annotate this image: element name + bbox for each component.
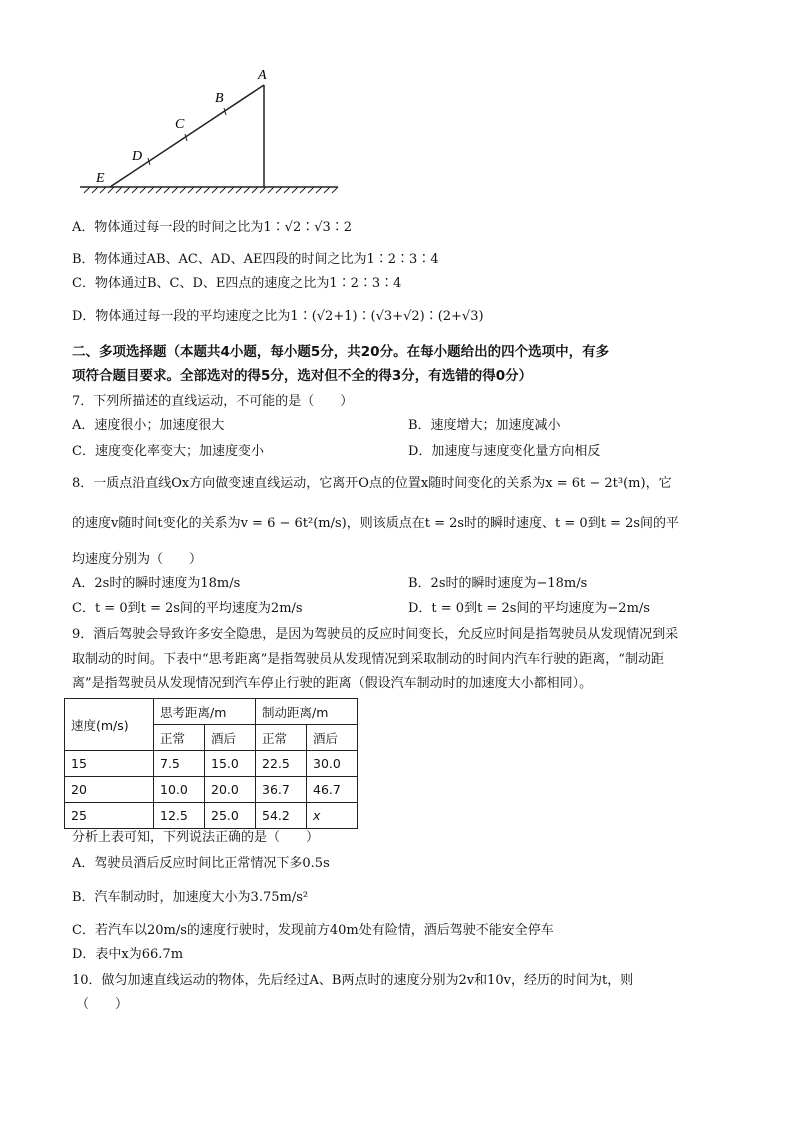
- table-cell: 22.5: [256, 751, 307, 777]
- incline-figure: [70, 62, 350, 202]
- table-sub-drunk: 酒后: [205, 725, 256, 751]
- table-sub-normal: 正常: [154, 725, 205, 751]
- label-a: A: [258, 68, 267, 83]
- q10-stem-line2: （ ）: [76, 997, 129, 1012]
- table-sub-normal: 正常: [256, 725, 307, 751]
- table-cell: 25: [65, 803, 154, 829]
- table-cell: 15: [65, 751, 154, 777]
- table-cell: 10.0: [154, 777, 205, 803]
- table-header-think: 思考距离/m: [154, 699, 256, 725]
- q7-stem: 7．下列所描述的直线运动，不可能的是（ ）: [72, 394, 354, 409]
- q10-stem-line1: 10．做匀加速直线运动的物体，先后经过A、B两点时的速度分别为2v和10v，经历的时间为t，则: [72, 973, 634, 988]
- table-row: [65, 803, 358, 829]
- table-cell: 36.7: [256, 777, 307, 803]
- label-c: C: [175, 117, 185, 132]
- q8-stem-line3: 均速度分别为（ ）: [72, 552, 203, 567]
- table-cell: 12.5: [154, 803, 205, 829]
- q8-option-a: A．2s时的瞬时速度为18m/s: [72, 576, 241, 591]
- table-row: [65, 751, 358, 777]
- ground-hatching: [84, 187, 338, 193]
- label-d: D: [132, 149, 143, 164]
- q6-option-b: B．物体通过AB、AC、AD、AE四段的时间之比为1∶2∶3∶4: [72, 252, 439, 267]
- incline-slope: [110, 85, 264, 187]
- q8-stem-line1: 8．一质点沿直线Ox方向做变速直线运动，它离开O点的位置x随时间变化的关系为x = 6t − 2t³(m)，它: [72, 476, 672, 491]
- table-cell: 20.0: [205, 777, 256, 803]
- table-sub-drunk: 酒后: [307, 725, 358, 751]
- q9-stem-line3: 离”是指驾驶员从发现情况到汽车停止行驶的距离（假设汽车制动时的加速度大小都相同）。: [72, 676, 593, 691]
- table-cell: 54.2: [256, 803, 307, 829]
- section2-heading-line2: 项符合题目要求。全部选对的得5分，选对但不全的得3分，有选错的得0分）: [72, 368, 533, 384]
- q7-option-d: D．加速度与速度变化量方向相反: [408, 444, 601, 459]
- section2-heading-line1: 二、多项选择题（本题共4小题，每小题5分，共20分。在每小题给出的四个选项中，有多: [72, 344, 610, 360]
- q7-option-c: C．速度变化率变大；加速度变小: [72, 444, 264, 459]
- label-b: B: [215, 91, 224, 106]
- q7-option-a: A．速度很小；加速度很大: [72, 418, 225, 433]
- q9-option-d: D．表中x为66.7m: [72, 947, 184, 962]
- table-cell: 7.5: [154, 751, 205, 777]
- label-e: E: [96, 171, 105, 186]
- table-row: [65, 777, 358, 803]
- q6-option-d: D．物体通过每一段的平均速度之比为1∶(√2+1)∶(√3+√2)∶(2+√3): [72, 309, 484, 324]
- q9-option-a: A．驾驶员酒后反应时间比正常情况下多0.5s: [72, 856, 330, 871]
- q6-option-a: A．物体通过每一段的时间之比为1∶√2∶√3∶2: [72, 220, 353, 235]
- q9-ask: 分析上表可知，下列说法正确的是（ ）: [72, 830, 320, 845]
- table-cell: 46.7: [307, 777, 358, 803]
- table-cell: 20: [65, 777, 154, 803]
- q9-stem-line2: 取制动的时间。下表中“思考距离”是指驾驶员从发现情况到采取制动的时间内汽车行驶的距离，“制动距: [72, 652, 664, 667]
- speed-distance-table: [64, 698, 358, 829]
- table-header-brake: 制动距离/m: [256, 699, 358, 725]
- q8-option-b: B．2s时的瞬时速度为−18m/s: [408, 576, 588, 591]
- q6-option-c: C．物体通过B、C、D、E四点的速度之比为1∶2∶3∶4: [72, 276, 402, 291]
- table-cell: 15.0: [205, 751, 256, 777]
- q9-option-b: B．汽车制动时，加速度大小为3.75m/s²: [72, 890, 309, 905]
- q9-stem-line1: 9．酒后驾驶会导致许多安全隐患，是因为驾驶员的反应时间变长，允反应时间是指驾驶员从发现情况到采: [72, 627, 679, 642]
- table-cell: 25.0: [205, 803, 256, 829]
- q8-option-d: D．t = 0到t = 2s间的平均速度为−2m/s: [408, 601, 650, 616]
- q8-option-c: C．t = 0到t = 2s间的平均速度为2m/s: [72, 601, 303, 616]
- q7-option-b: B．速度增大；加速度减小: [408, 418, 561, 433]
- q9-option-c: C．若汽车以20m/s的速度行驶时，发现前方40m处有险情，酒后驾驶不能安全停车: [72, 923, 554, 938]
- table-header-speed: 速度(m/s): [65, 699, 154, 751]
- table-cell: 30.0: [307, 751, 358, 777]
- q8-stem-line2: 的速度v随时间t变化的关系为v = 6 − 6t²(m/s)，则该质点在t = 2s时的瞬时速度、t = 0到t = 2s间的平: [72, 516, 680, 531]
- table-cell: x: [307, 803, 358, 829]
